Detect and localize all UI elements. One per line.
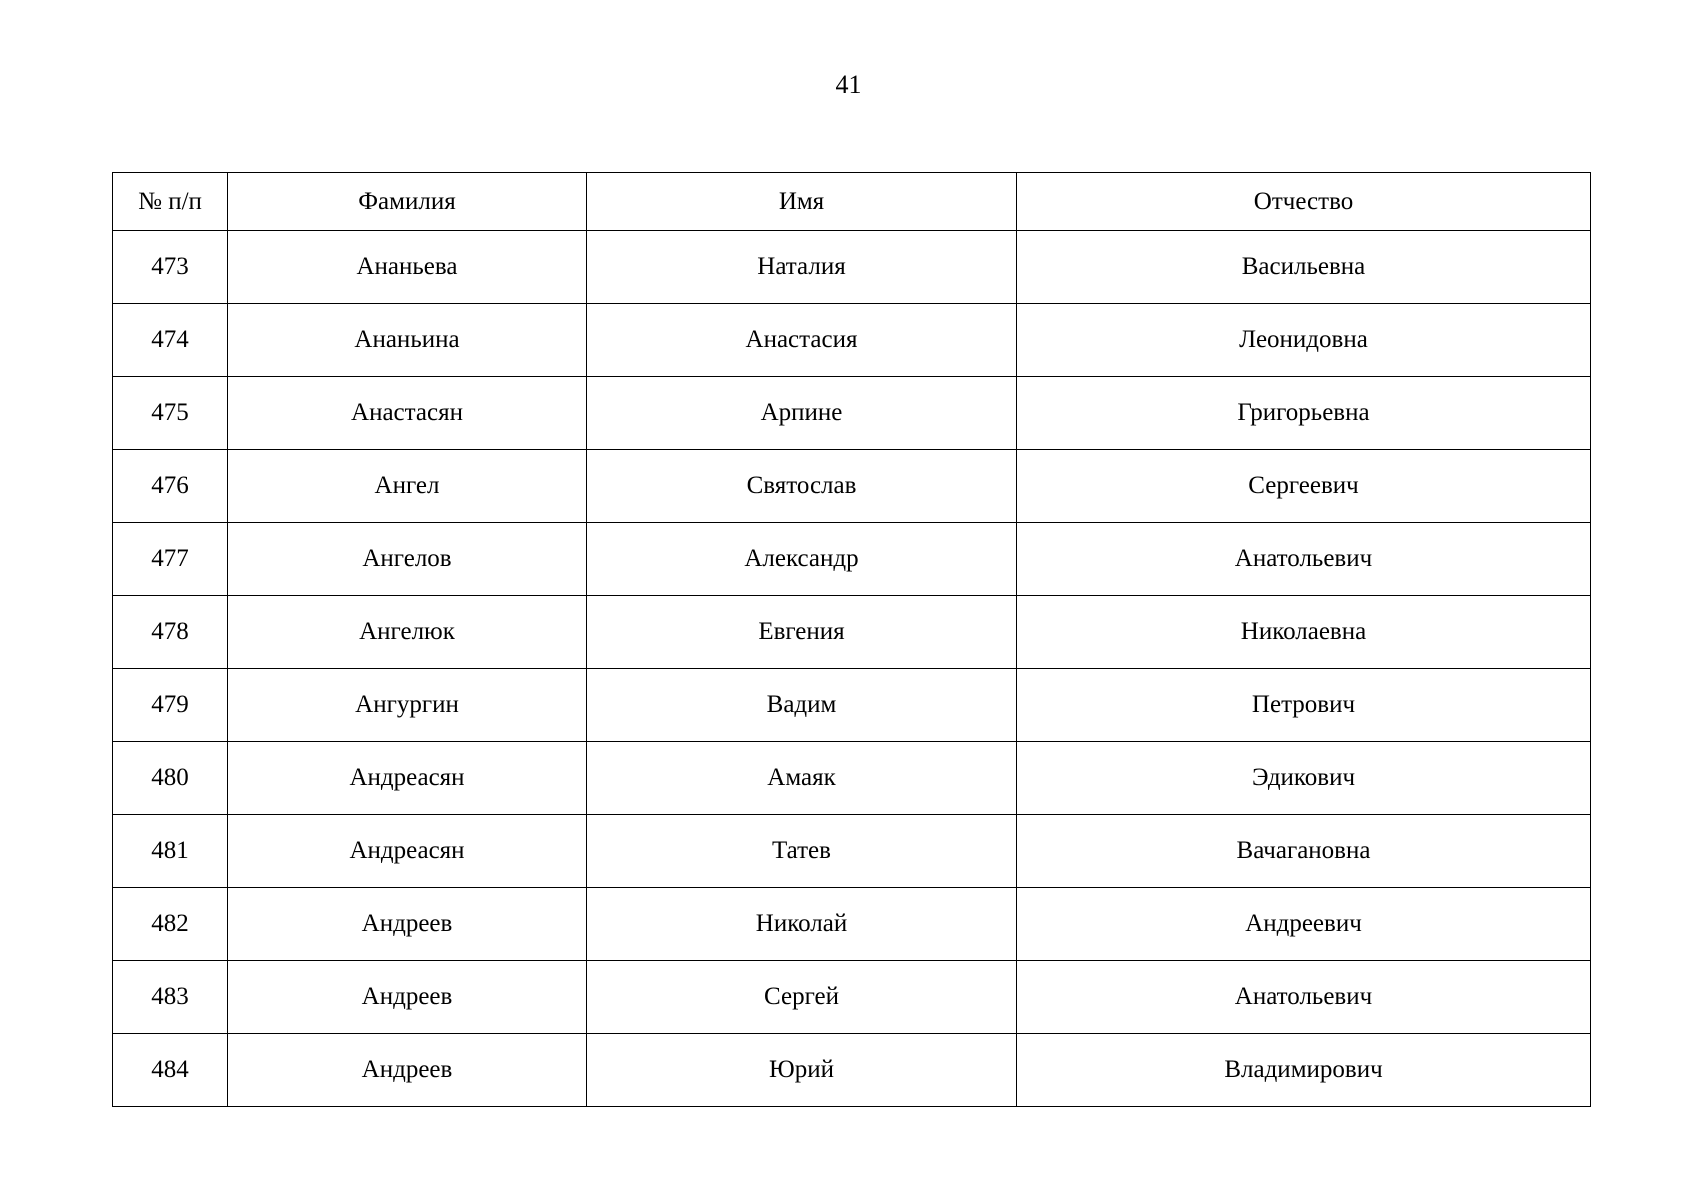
table-row: [113, 815, 1591, 888]
cell-patronymic: Эдикович: [1017, 742, 1591, 815]
table-row: [113, 596, 1591, 669]
table-row: [113, 961, 1591, 1034]
cell-name: Татев: [587, 815, 1017, 888]
cell-surname: Ананьева: [228, 231, 587, 304]
cell-name: Николай: [587, 888, 1017, 961]
cell-number: 475: [113, 377, 228, 450]
cell-name: Александр: [587, 523, 1017, 596]
table-row: [113, 888, 1591, 961]
cell-surname: Ангургин: [228, 669, 587, 742]
cell-surname: Андреасян: [228, 742, 587, 815]
cell-surname: Андреев: [228, 1034, 587, 1107]
header-surname: Фамилия: [228, 173, 587, 231]
cell-name: Евгения: [587, 596, 1017, 669]
header-row: [113, 173, 1591, 231]
cell-number: 477: [113, 523, 228, 596]
cell-number: 484: [113, 1034, 228, 1107]
roster-table: [112, 172, 1591, 1107]
header-number: № п/п: [113, 173, 228, 231]
cell-patronymic: Леонидовна: [1017, 304, 1591, 377]
cell-number: 481: [113, 815, 228, 888]
cell-number: 482: [113, 888, 228, 961]
cell-number: 473: [113, 231, 228, 304]
cell-number: 474: [113, 304, 228, 377]
cell-patronymic: Васильевна: [1017, 231, 1591, 304]
table-row: [113, 669, 1591, 742]
cell-name: Амаяк: [587, 742, 1017, 815]
cell-number: 479: [113, 669, 228, 742]
cell-surname: Андреев: [228, 961, 587, 1034]
table-row: [113, 523, 1591, 596]
table-row: [113, 304, 1591, 377]
header-patronymic: Отчество: [1017, 173, 1591, 231]
cell-surname: Ананьина: [228, 304, 587, 377]
table-header: [113, 173, 1591, 231]
cell-surname: Андреев: [228, 888, 587, 961]
cell-patronymic: Петрович: [1017, 669, 1591, 742]
cell-number: 478: [113, 596, 228, 669]
cell-patronymic: Владимирович: [1017, 1034, 1591, 1107]
cell-patronymic: Анатольевич: [1017, 523, 1591, 596]
table-row: [113, 231, 1591, 304]
cell-surname: Ангел: [228, 450, 587, 523]
cell-surname: Андреасян: [228, 815, 587, 888]
cell-number: 480: [113, 742, 228, 815]
table-row: [113, 450, 1591, 523]
cell-patronymic: Сергеевич: [1017, 450, 1591, 523]
cell-patronymic: Вачагановна: [1017, 815, 1591, 888]
table-row: [113, 1034, 1591, 1107]
cell-surname: Ангелов: [228, 523, 587, 596]
cell-name: Святослав: [587, 450, 1017, 523]
cell-name: Вадим: [587, 669, 1017, 742]
cell-patronymic: Николаевна: [1017, 596, 1591, 669]
cell-number: 476: [113, 450, 228, 523]
table-row: [113, 742, 1591, 815]
cell-name: Наталия: [587, 231, 1017, 304]
cell-number: 483: [113, 961, 228, 1034]
cell-patronymic: Андреевич: [1017, 888, 1591, 961]
cell-patronymic: Григорьевна: [1017, 377, 1591, 450]
table-row: [113, 377, 1591, 450]
header-name: Имя: [587, 173, 1017, 231]
table-body: [113, 231, 1591, 1107]
cell-name: Сергей: [587, 961, 1017, 1034]
page-number: 41: [835, 70, 862, 99]
cell-surname: Ангелюк: [228, 596, 587, 669]
cell-name: Арпине: [587, 377, 1017, 450]
cell-name: Юрий: [587, 1034, 1017, 1107]
cell-patronymic: Анатольевич: [1017, 961, 1591, 1034]
cell-surname: Анастасян: [228, 377, 587, 450]
cell-name: Анастасия: [587, 304, 1017, 377]
